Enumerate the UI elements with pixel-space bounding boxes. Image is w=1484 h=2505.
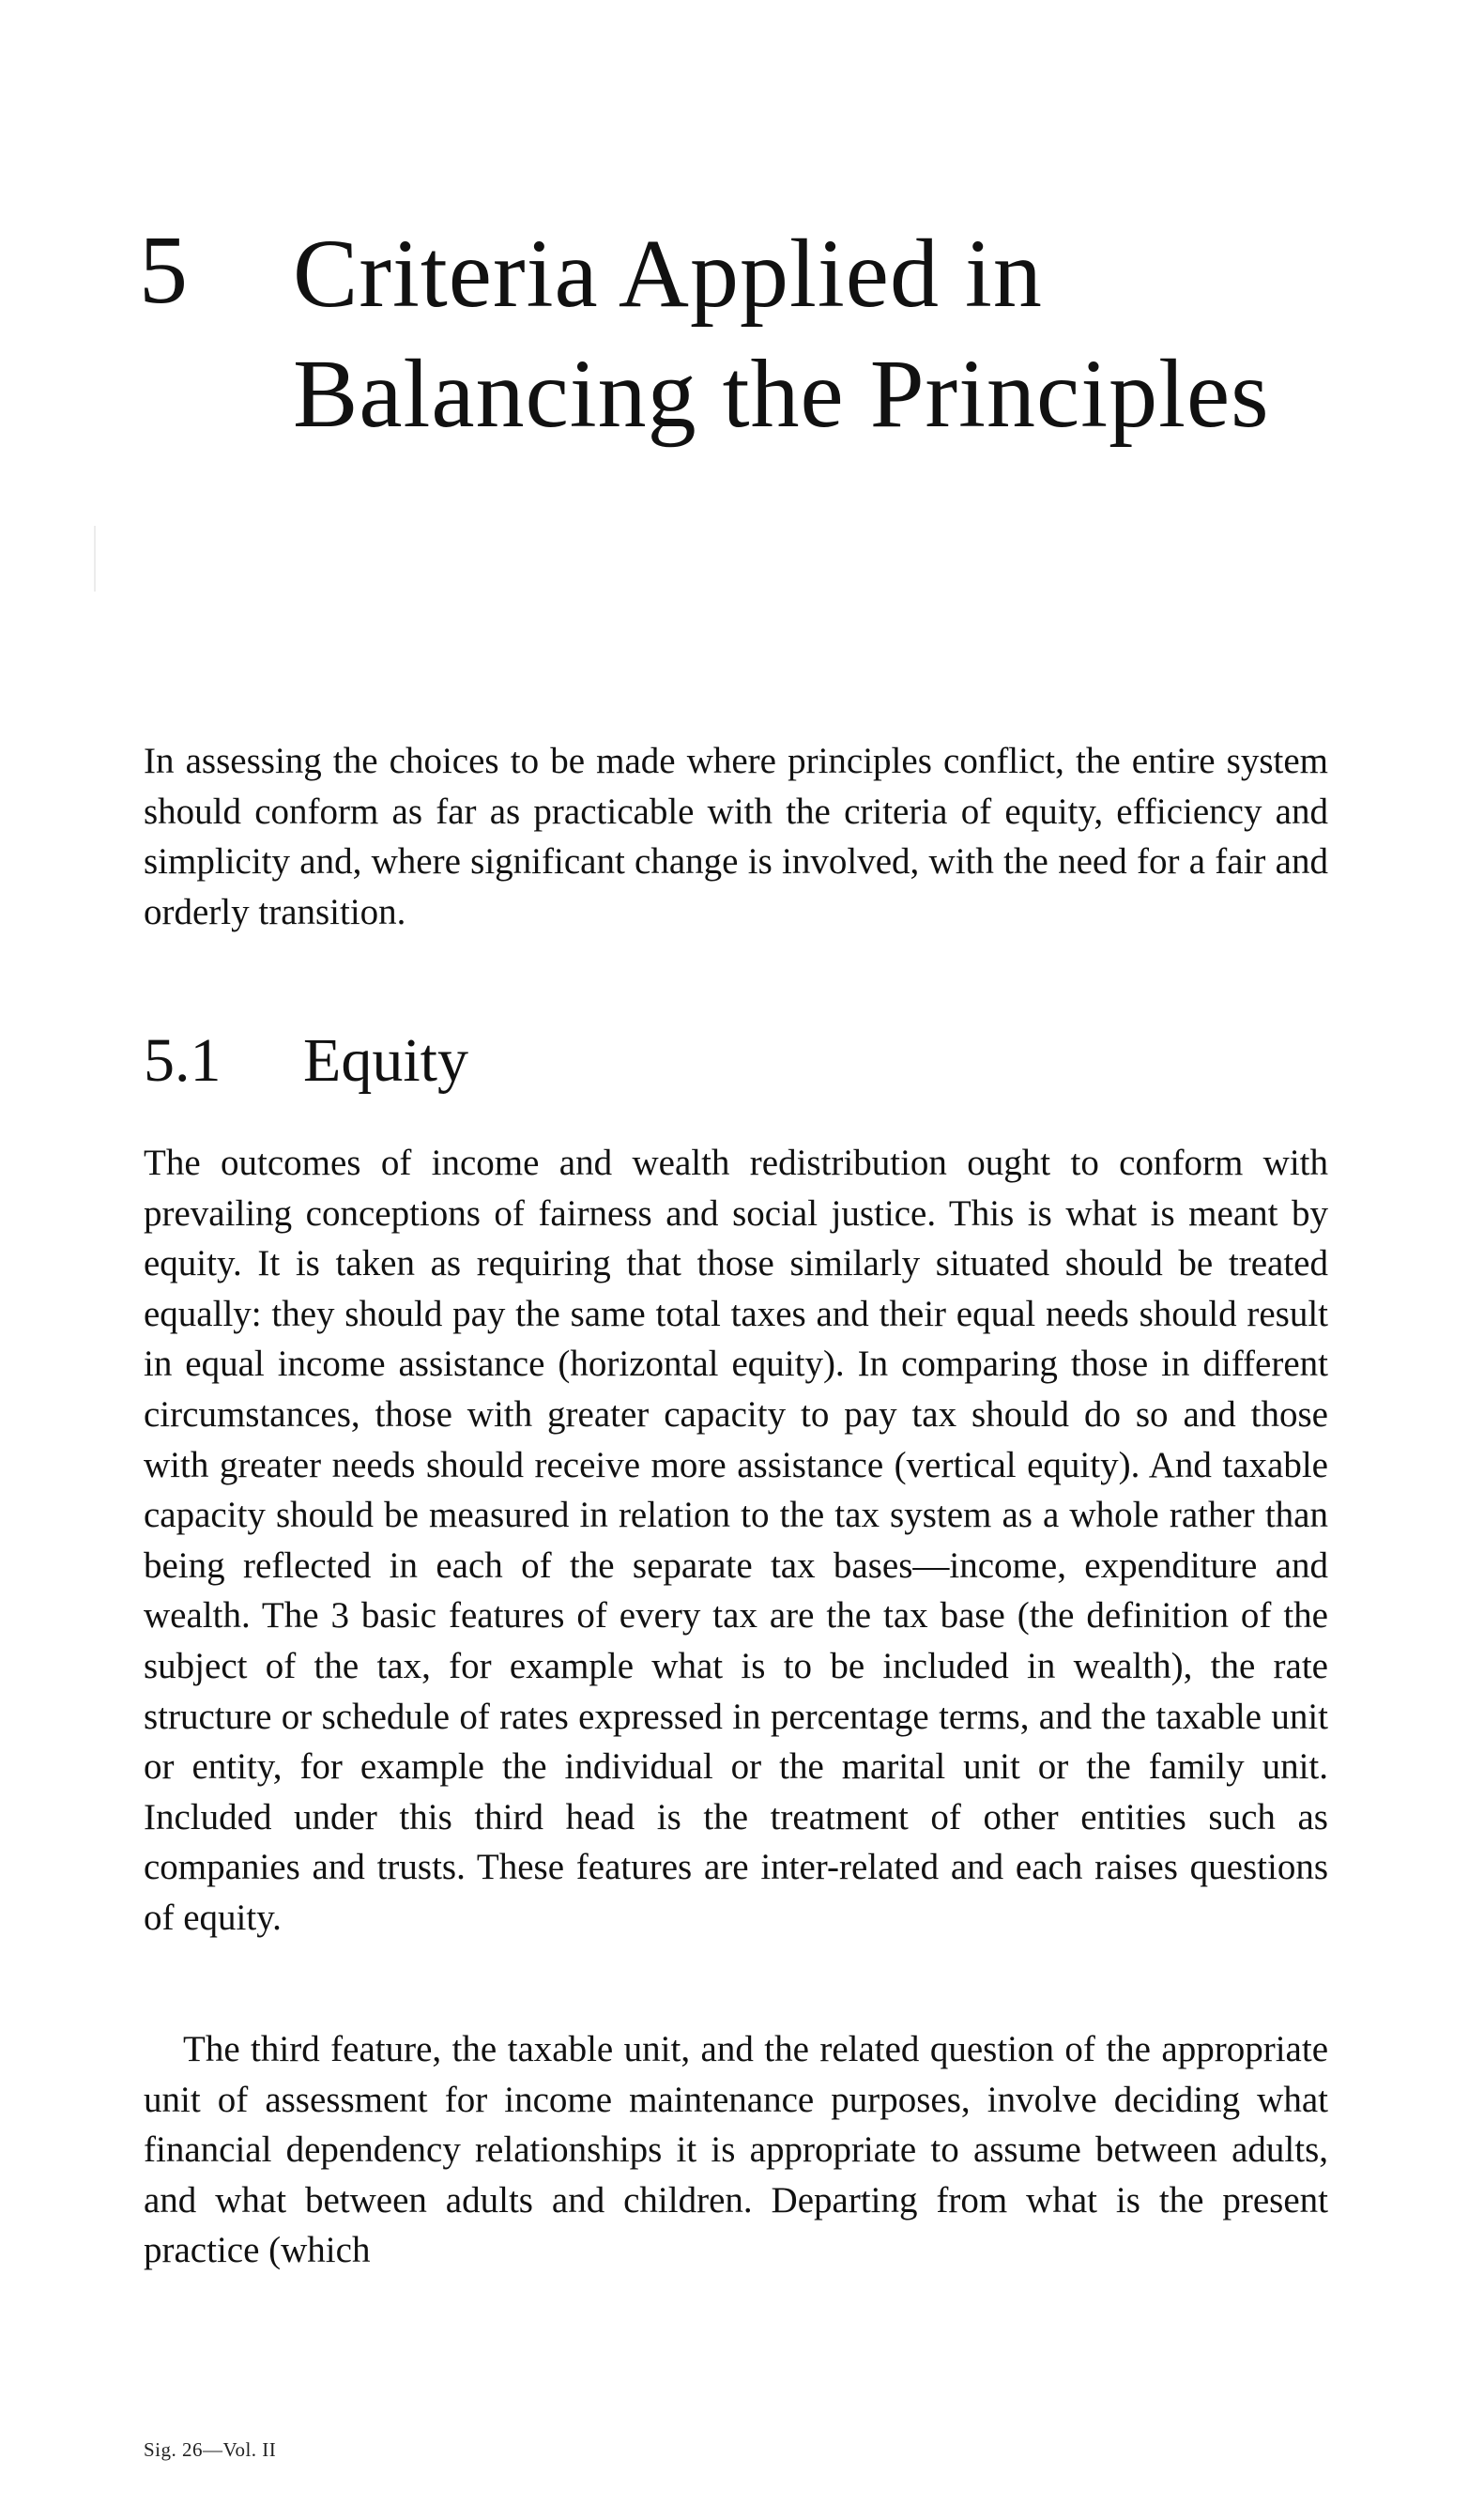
section-heading xyxy=(144,1023,468,1099)
chapter-title xyxy=(293,214,1400,454)
chapter-title-line-2: Balancing the Principles xyxy=(293,340,1270,448)
chapter-title-line-1: Criteria Applied in xyxy=(293,220,1043,328)
signature-mark: Sig. 26—Vol. II xyxy=(144,2438,277,2461)
section-title: Equity xyxy=(303,1026,468,1095)
body-paragraph-1: The outcomes of income and wealth redistribution ought to conform with prevailing conceptions of fairness and social justice. This is what is meant by equity. It is taken as requiring that those similarly situated should be treated equally: they should pay the same total taxes and their equal needs should result in equal income assistance (horizontal equity). In comparing those in different circumstances, those with greater capacity to pay tax should do so and those with greater needs should receive more assistance (vertical equity). And taxable capacity should be measured in relation to the tax system as a whole rather than being reflected in each of the separate tax bases—income, expenditure and wealth. The 3 basic features of every tax are the tax base (the definition of the subject of the tax, for example what is to be included in wealth), the rate structure or schedule of rates expressed in percentage terms, and the taxable unit or entity, for example the individual or the marital unit or the family unit. Included under this third head is the treatment of other entities such as companies and trusts. These features are inter-related and each raises questions of equity. xyxy=(144,1143,1328,1938)
intro-paragraph: In assessing the choices to be made where principles conflict, the entire system should conform as far as practicable with the criteria of equity, efficiency and simplicity and, where significant change is involved, with the need for a fair and orderly transition. xyxy=(144,741,1328,932)
margin-mark xyxy=(94,526,96,592)
section-number: 5.1 xyxy=(144,1026,222,1095)
chapter-number: 5 xyxy=(139,216,189,324)
body-paragraph-2: The third feature, the taxable unit, and the related question of the appropriate unit of assessment for income maintenance purposes, involve deciding what financial dependency relationships it is appropriate to assume between adults, and what between adults and children. Departing from what is the present practice (which xyxy=(144,2029,1328,2271)
